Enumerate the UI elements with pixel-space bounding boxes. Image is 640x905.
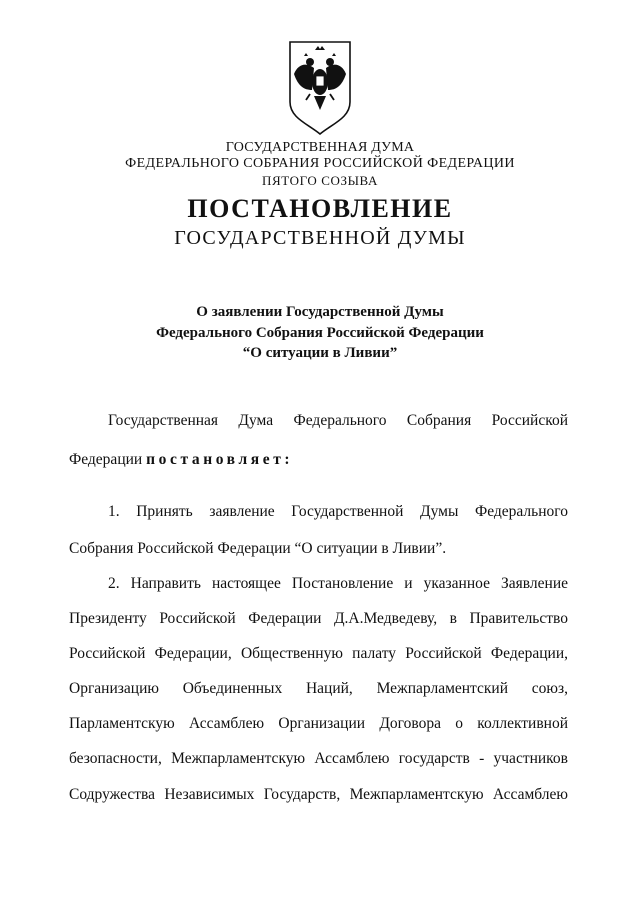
body-line: Содружества Независимых Государств, Межпарламентскую Ассамблею [69,786,568,803]
subject-line-1: О заявлении Государственной Думы [196,304,444,320]
body-line: безопасности, Межпарламентскую Ассамблею государств - участников [69,750,568,767]
subject-line-2: Федерального Собрания Российской Федерации [156,325,484,341]
body-line: Государственная Дума Федерального Собрания Российской [108,412,568,429]
header-line-2: ФЕДЕРАЛЬНОГО СОБРАНИЯ РОССИЙСКОЙ ФЕДЕРАЦИИ [125,156,515,171]
body-line: 2. Направить настоящее Постановление и указанное Заявление [108,575,568,592]
coat-of-arms-emblem [288,40,352,136]
subject-line-3: “О ситуации в Ливии” [242,345,398,361]
body-line: Президенту Российской Федерации Д.А.Медведеву, в Правительство [69,610,568,627]
body-text: Федерации [69,451,147,468]
body-line: Собрания Российской Федерации “О ситуации в Ливии”. [69,540,447,557]
document-subtitle: ГОСУДАРСТВЕННОЙ ДУМЫ [174,227,466,249]
body-line [69,451,568,469]
document-title: ПОСТАНОВЛЕНИЕ [187,194,453,223]
header-line-1: ГОСУДАРСТВЕННАЯ ДУМА [225,140,415,155]
header-line-3: ПЯТОГО СОЗЫВА [262,173,378,188]
body-line: Организацию Объединенных Наций, Межпарламентский союз, [69,680,568,697]
resolves-keyword: постановляет: [146,451,294,468]
body-line: Парламентскую Ассамблею Организации Договора о коллективной [69,715,568,732]
body-line: 1. Принять заявление Государственной Думы Федерального [108,503,568,520]
body-line: Российской Федерации, Общественную палату Российской Федерации, [69,645,568,662]
